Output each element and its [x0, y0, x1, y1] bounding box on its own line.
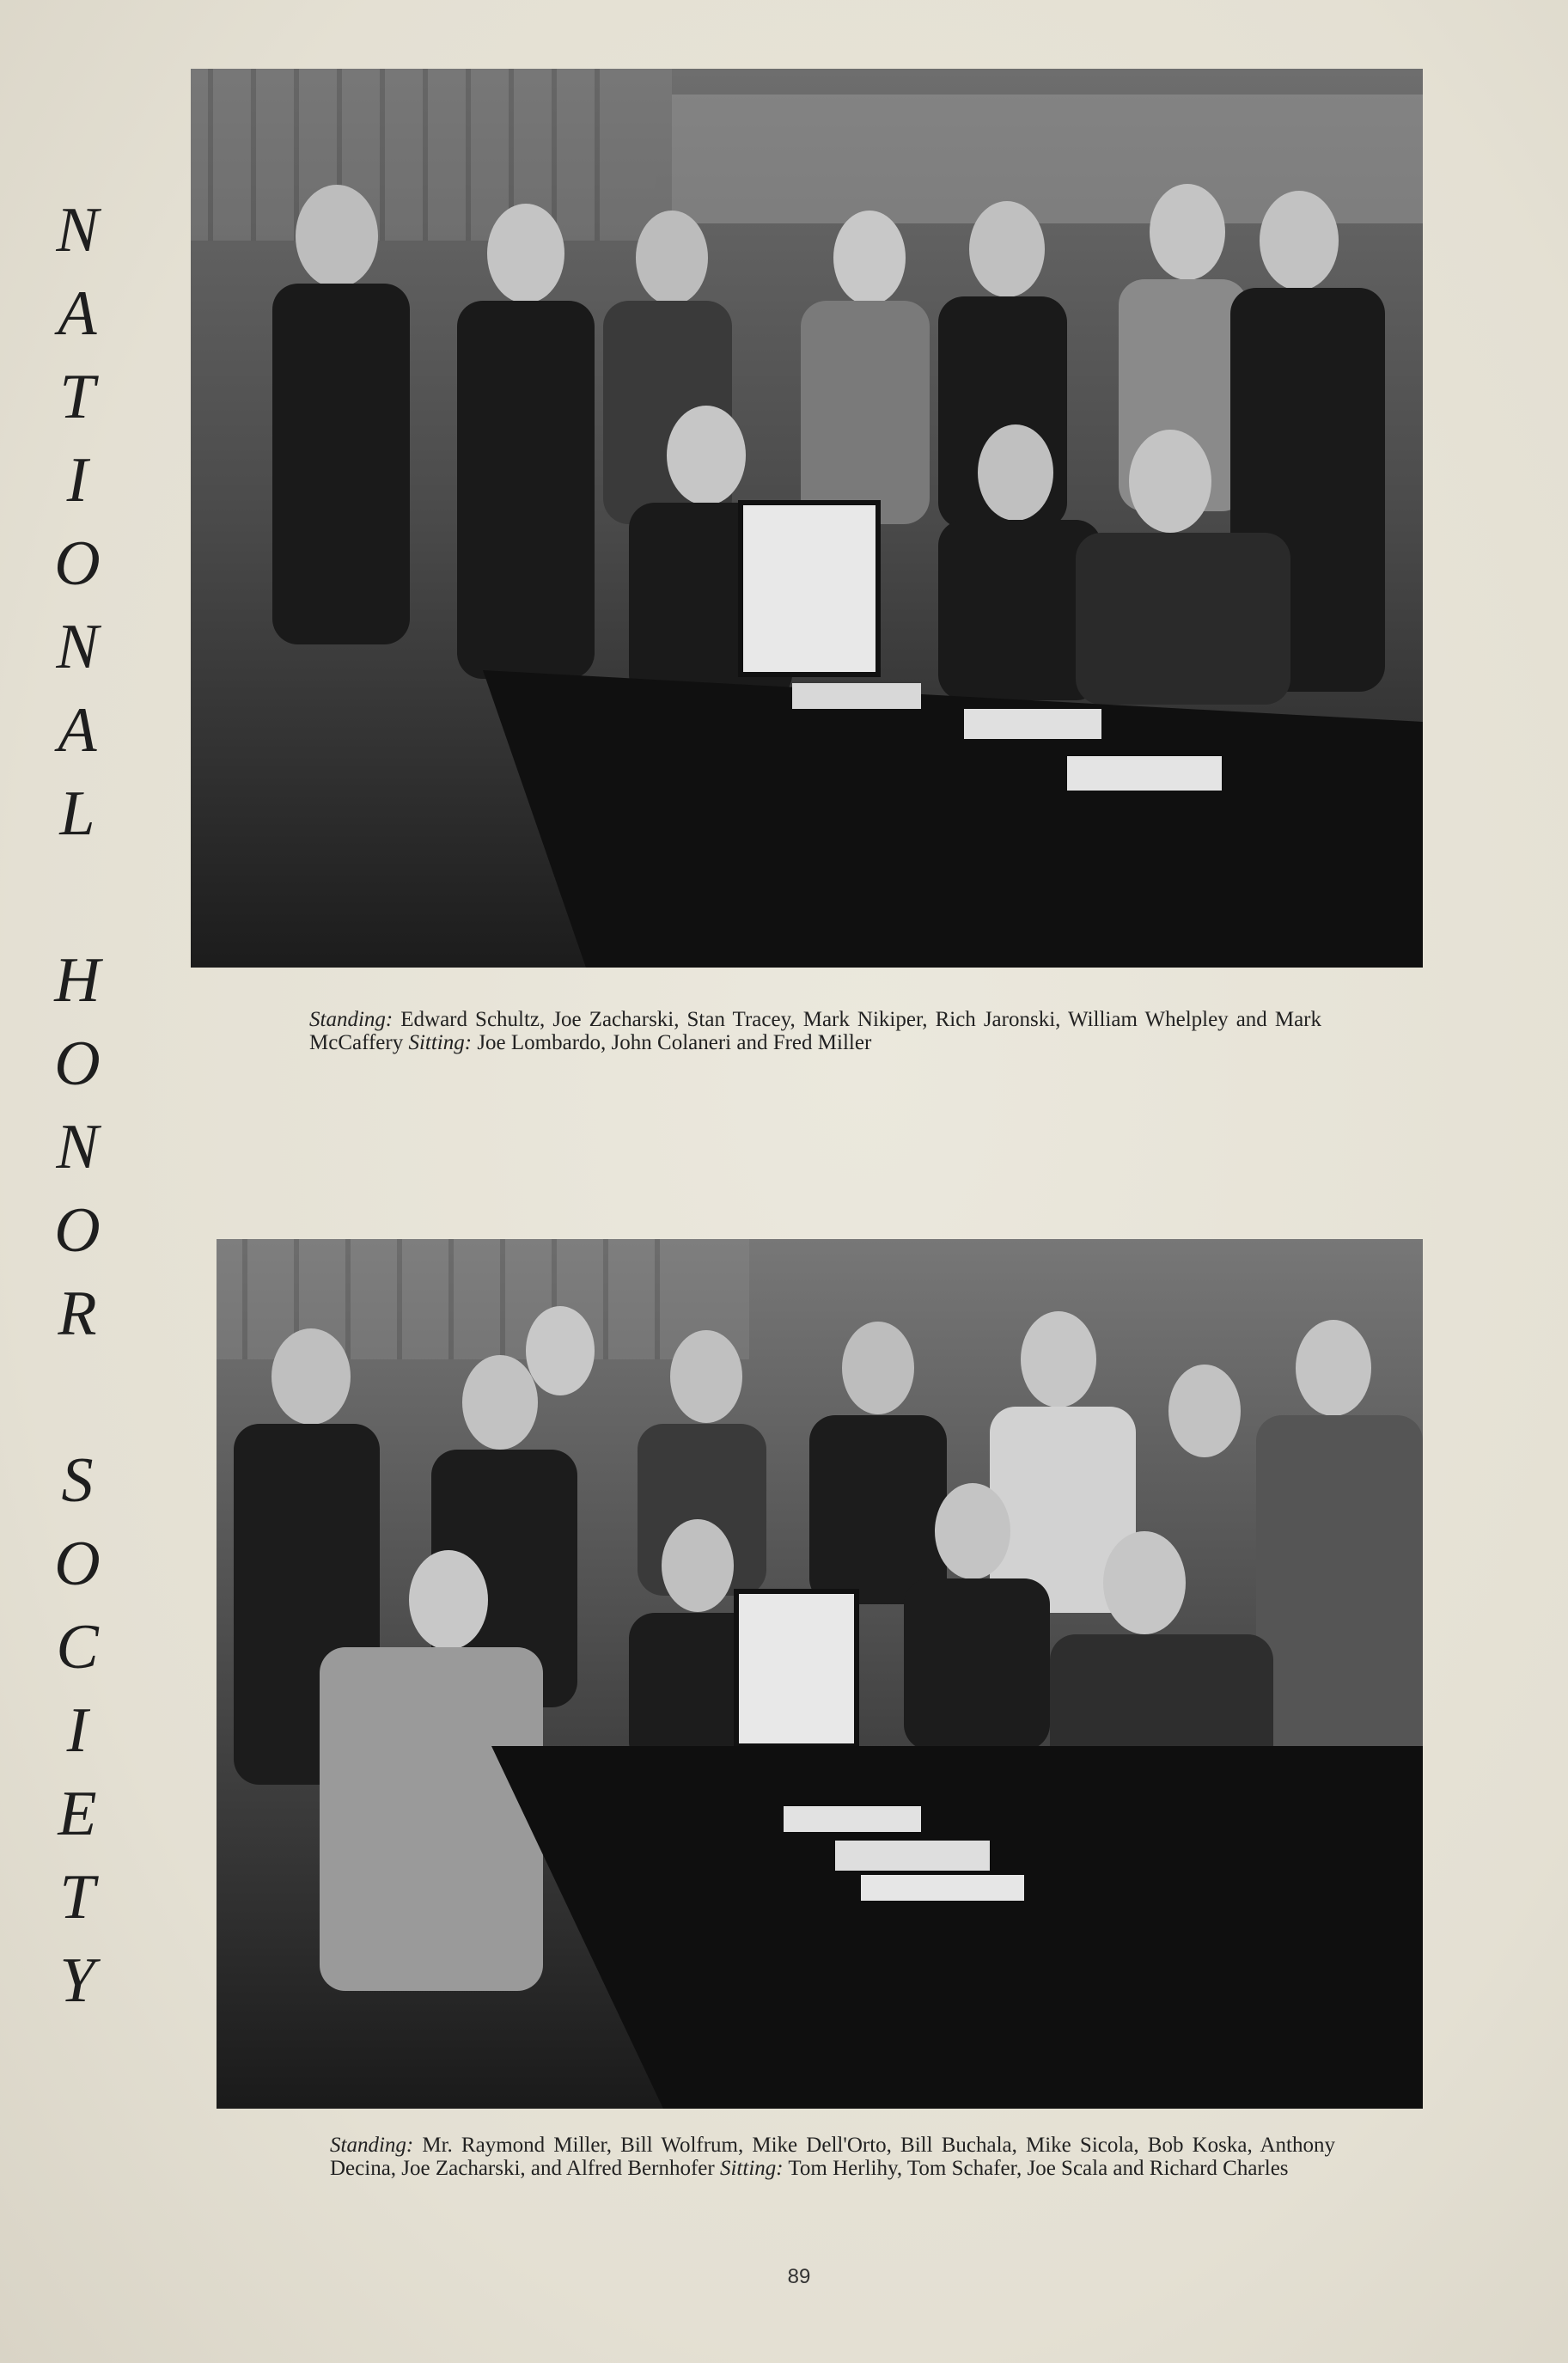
caption-1	[309, 1008, 1321, 1054]
group-photo-1	[191, 69, 1423, 968]
title-word-society	[54, 1439, 100, 2023]
title-letter: O	[54, 1195, 101, 1266]
group-photo-2	[217, 1239, 1423, 2109]
title-letter: A	[58, 278, 97, 349]
caption-2	[330, 2134, 1335, 2180]
title-letter: I	[66, 445, 88, 516]
title-letter: A	[58, 695, 97, 766]
vertical-title	[34, 189, 120, 2023]
page-number: 89	[787, 2265, 811, 2288]
title-letter: T	[59, 362, 95, 432]
title-letter: H	[54, 945, 101, 1016]
title-letter: S	[61, 1445, 94, 1516]
sitting-label: Sitting:	[719, 2157, 784, 2180]
title-letter: Y	[59, 1945, 95, 2016]
title-letter: E	[58, 1779, 97, 1849]
title-letter: R	[58, 1279, 97, 1349]
sitting-names: Tom Herlihy, Tom Schafer, Joe Scala and Richard Charles	[783, 2157, 1289, 2180]
sitting-label: Sitting:	[408, 1031, 473, 1054]
title-letter: O	[54, 1529, 101, 1599]
title-letter: I	[66, 1695, 88, 1766]
title-letter: T	[59, 1862, 95, 1933]
title-letter: N	[56, 1112, 99, 1182]
title-letter: C	[56, 1612, 99, 1682]
standing-label: Standing:	[330, 2134, 414, 2157]
title-word-national	[54, 189, 100, 856]
standing-names: Mr. Raymond Miller, Bill Wolfrum, Mike Dell'Orto, Bill Buchala, Mike Sicola, Bob Koska, Anthony Decina, Joe Zacharski, and Alfred Bernhofer	[330, 2134, 1335, 2180]
title-letter: L	[59, 779, 95, 849]
title-letter: N	[56, 612, 99, 682]
title-letter: N	[56, 195, 99, 266]
title-word-honor	[54, 939, 100, 1356]
standing-label: Standing:	[309, 1008, 394, 1031]
title-letter: O	[54, 528, 101, 599]
standing-names: Edward Schultz, Joe Zacharski, Stan Tracey, Mark Nikiper, Rich Jaronski, William Whelpley and Mark McCaffery	[309, 1008, 1321, 1054]
sitting-names: Joe Lombardo, John Colaneri and Fred Miller	[472, 1031, 872, 1054]
title-letter: O	[54, 1029, 101, 1099]
